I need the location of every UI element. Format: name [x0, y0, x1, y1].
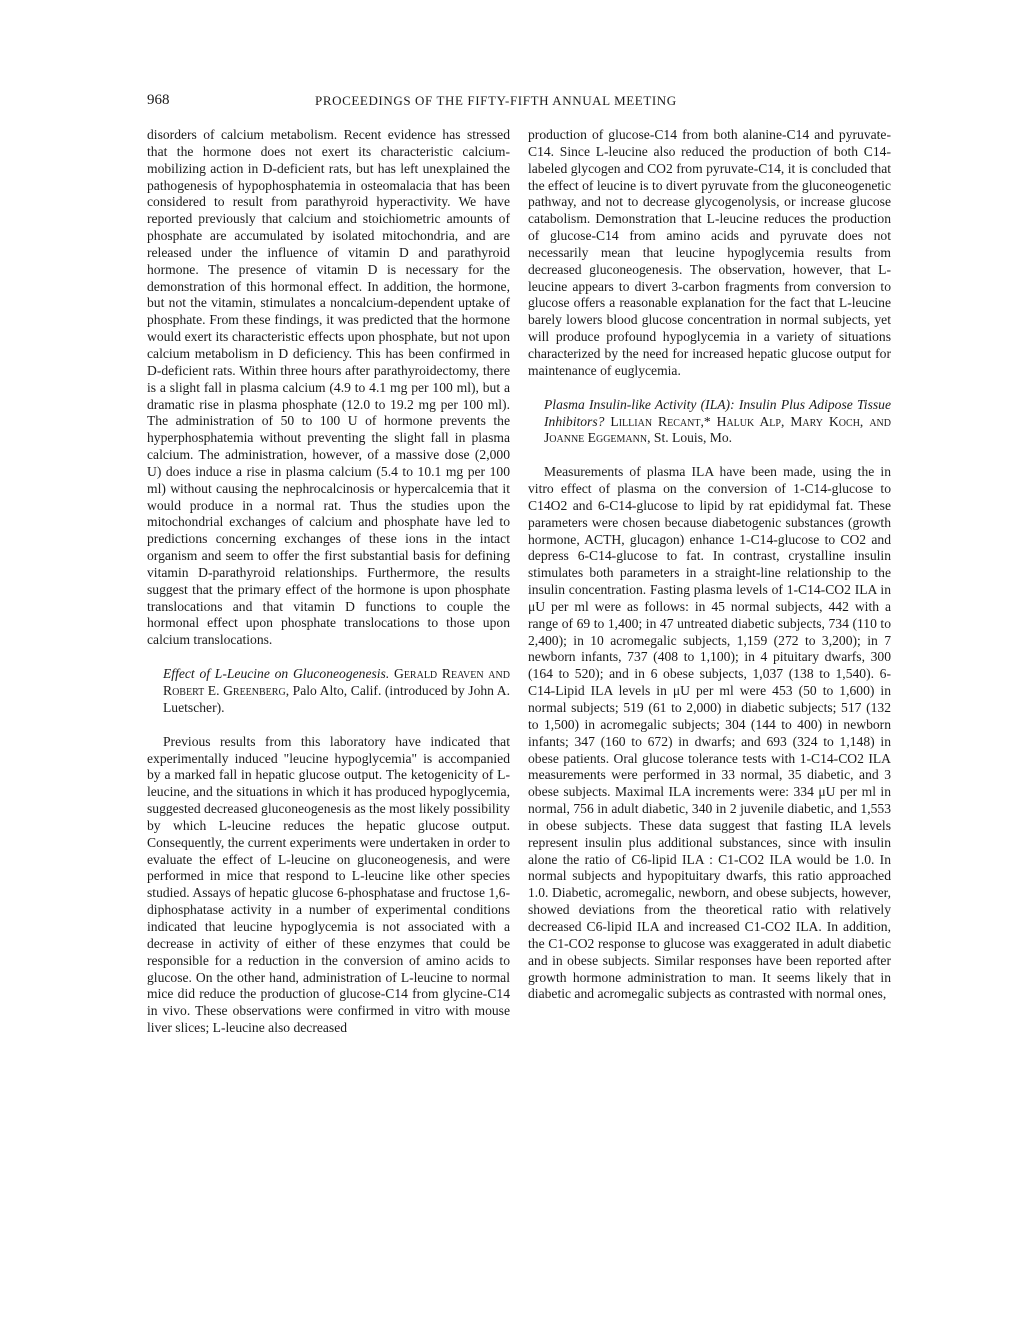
abstract-title: Plasma Insulin-like Activity (ILA): Insulin Plus Adipose Tissue Inhibitors?: [544, 396, 891, 429]
page-number: 968: [147, 92, 170, 108]
left-column: [147, 127, 510, 1037]
abstract-location: , St. Louis, Mo.: [647, 430, 733, 446]
body-paragraph: Previous results from this laboratory have indicated that experimentally induced "leucine hypoglycemia" is accompanied by a marked fall in hepatic glucose output. The ketogenicity of L-leucine, and the situations in which it has produced hypoglycemia, suggested decreased gluconeogenesis as the most likely possibility by which L-leucine reduces the hepatic glucose output. Consequently, the current experiments were undertaken in order to evaluate the effect of L-leucine on gluconeogenesis, and were performed in mice that respond to L-leucine like other species studied. Assays of hepatic glucose 6-phosphatase and fructose 1,6-diphosphatase activity in a number of experimental conditions indicated that leucine hypoglycemia is not associated with a decrease in activity of either of these enzymes that could be responsible for a reduction in the conversion of amino acids to glucose. On the other hand, administration of L-leucine to normal mice did reduce the production of glucose-C14 from glycine-C14 in vivo. These observations were confirmed in vitro with mouse liver slices; L-leucine also decreased: [147, 733, 510, 1036]
body-paragraph: production of glucose-C14 from both alanine-C14 and pyruvate-C14. Since L-leucine also reduced the production of both C14-labeled glycogen and CO2 from pyruvate-C14, it is concluded that the effect of leucine is to divert pyruvate from the gluconeogenetic pathway, and not to decrease glycogenolysis, or increase glucose catabolism. Demonstration that L-leucine reduces the production of glucose-C14 from amino acids and pyruvate does not necessarily mean that leucine hypoglycemia results from decreased gluconeogenesis. The observation, however, that L-leucine appears to divert 3-carbon fragments from conversion to glucose offers a reasonable explanation for the fact that L-leucine barely lowers blood glucose concentration in normal subjects, yet will produce profound hypoglycemia in a variety of situations characterized by the need for increased hepatic glucose output for maintenance of euglycemia.: [528, 127, 891, 378]
right-column: [528, 127, 891, 1003]
abstract-title: Effect of L-Leucine on Gluconeogenesis.: [163, 666, 390, 682]
abstract-authors: Gerald Reaven and Robert E. Greenberg: [163, 666, 510, 698]
abstract-heading: [528, 397, 891, 448]
abstract-location: , Palo Alto, Calif. (introduced by John A. Luetscher).: [163, 683, 511, 715]
abstract-authors: Lillian Recant,* Haluk Alp, Mary Koch, and Joanne Eggemann: [544, 413, 891, 446]
body-paragraph: disorders of calcium metabolism. Recent evidence has stressed that the hormone does not exert its characteristic calcium-mobilizing action in D-deficient rats, but has left unexplained the pathogenesis of hypophosphatemia in osteomalacia that has been considered to result from parathyroid hyperactivity. We have reported previously that calcium and stoichiometric amounts of phosphate are accumulated by isolated mitochondria, and are released under the influence of vitamin D and parathyroid hormone. The presence of vitamin D is necessary for the demonstration of this hormonal effect. In addition, the hormone, but not the vitamin, stimulates a noncalcium-dependent uptake of phosphate. From these findings, it was predicted that the hormone would exert its characteristic effects upon phosphate, but not upon calcium metabolism in D deficiency. This has been confirmed in D-deficient rats. Within three hours after parathyroidectomy, there is a slight fall in plasma calcium (4.9 to 4.1 mg per 100 ml), but a dramatic rise in plasma phosphate (12.0 to 19.2 mg per 100 ml). The administration of 50 to 100 U of hormone prevents the hyperphosphatemia without preventing the slight fall in plasma calcium. The administration, however, of a massive dose (2,000 U) does induce a rise in plasma calcium (5.4 to 10.1 mg per 100 ml) without causing the nephrocalcinosis or hypercalcemia that it would produce in a normal rat. Thus the studies upon the mitochondrial exchanges of calcium and phosphate have led to predictions concerning exchanges of these ions in the intact organism and seem to offer the first substantial basis for defining vitamin D-parathyroid relationships. Furthermore, the results suggest that the primary effect of the hormone is upon phosphate translocations and that vitamin D functions to couple the hormonal effect upon phosphate translocations to those upon calcium translocations.: [147, 127, 510, 648]
page-header: [147, 92, 872, 112]
abstract-heading: [147, 666, 510, 717]
running-head: PROCEEDINGS OF THE FIFTY-FIFTH ANNUAL MEETING: [315, 93, 677, 108]
body-paragraph: Measurements of plasma ILA have been made, using the in vitro effect of plasma on the conversion of 1-C14-glucose to C14O2 and 6-C14-glucose to lipid by rat epididymal fat. These parameters were chosen because diabetogenic substances (growth hormone, ACTH, glucagon) enhance 1-C14-glucose to CO2 and depress 6-C14-glucose to fat. In contrast, crystalline insulin stimulates both parameters in a straight-line relationship to the insulin concentration. Fasting plasma levels of 1-C14-CO2 ILA in μU per ml were as follows: in 45 normal subjects, 442 with a range of 69 to 1,400; in 47 untreated diabetic subjects, 734 (110 to 2,400); in 10 acromegalic subjects, 1,159 (272 to 3,200); in 7 newborn infants, 737 (408 to 1,100); in 4 pituitary dwarfs, 300 (164 to 520); and in 6 obese subjects, 1,037 (138 to 1,540). 6-C14-Lipid ILA levels in μU per ml were 453 (50 to 1,600) in normal subjects; 519 (61 to 2,000) in diabetic subjects; 517 (132 to 1,500) in acromegalic subjects; 304 (144 to 400) in newborn infants; 347 (160 to 672) in dwarfs; and 693 (324 to 1,148) in obese patients. Oral glucose tolerance tests with 1-C14-CO2 ILA measurements were performed in 33 normal, 35 diabetic, and 3 obese subjects. Maximal ILA increments were: 334 μU per ml in normal, 756 in adult diabetic, 340 in 2 juvenile diabetic, and 1,553 in obese subjects. These data suggest that fasting ILA levels represent insulin plus additional substances, since with insulin alone the ratio of C6-lipid ILA : C1-CO2 ILA would be 1.0. In normal subjects and hypopituitary dwarfs, this ratio approached 1.0. Diabetic, acromegalic, newborn, and obese subjects, however, showed deviations from the theoretical ratio with relatively decreased C6-lipid ILA and increased C1-CO2 ILA. In addition, the C1-CO2 response to glucose was exaggerated in adult diabetic and in obese subjects. Similar responses have been reported after growth hormone administration to man. It seems likely that in diabetic and acromegalic subjects as contrasted with normal ones,: [528, 464, 891, 1002]
